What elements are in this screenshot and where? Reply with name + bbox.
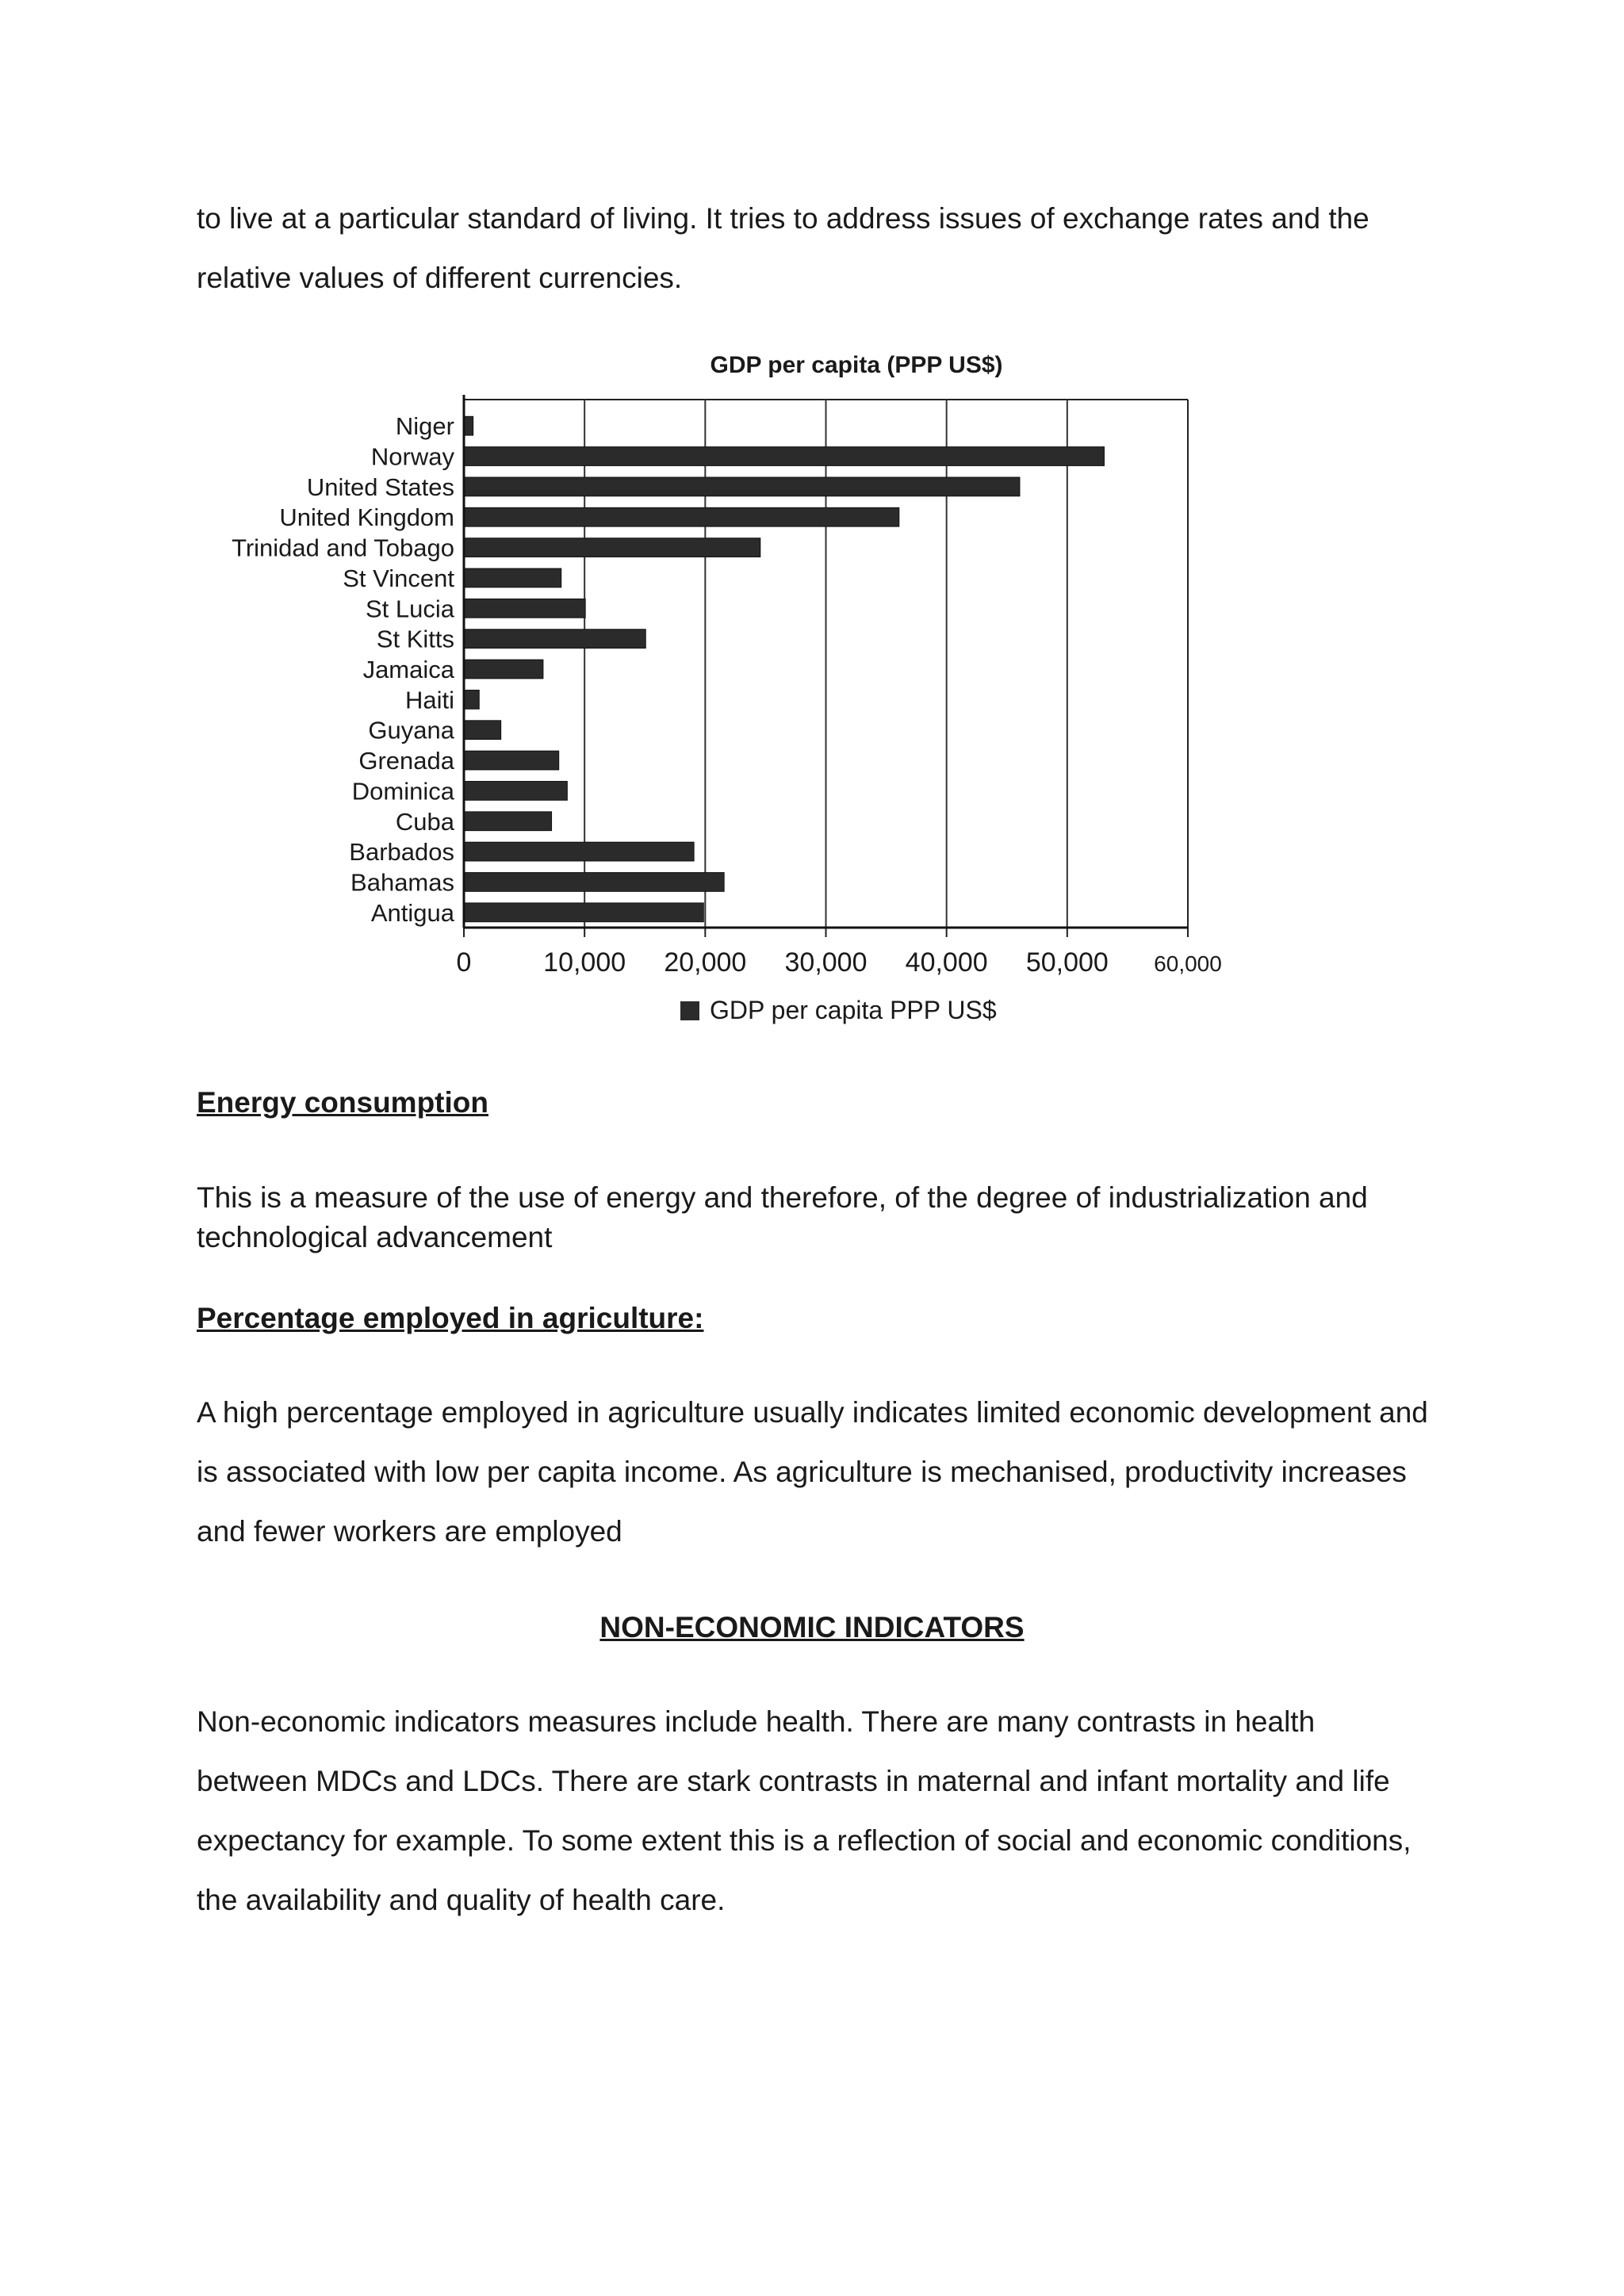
- bar: [465, 599, 585, 618]
- bar: [465, 751, 559, 770]
- chart-title: GDP per capita (PPP US$): [710, 352, 1003, 378]
- category-label: St Kitts: [376, 625, 454, 653]
- category-label: Barbados: [349, 838, 454, 867]
- category-label: United Kingdom: [279, 503, 454, 532]
- category-label: Bahamas: [350, 868, 454, 897]
- non-economic-paragraph: Non-economic indicators measures include health. There are many contrasts in health between MDCs and LDCs. There are stark contrasts in maternal and infant mortality and life expectancy for example. To some extent this is a reflection of social and economic conditions, the availability and quality of health care.: [197, 1705, 1411, 1916]
- legend-swatch: [680, 1001, 699, 1020]
- x-tick-label: 30,000: [784, 947, 868, 978]
- x-tick-label: 40,000: [905, 947, 988, 978]
- category-label: Grenada: [358, 747, 454, 775]
- bars: [465, 416, 1104, 921]
- agriculture-paragraph: A high percentage employed in agriculture usually indicates limited economic development and is associated with low per capita income. As agriculture is mechanised, productivity increases and fewer workers are employed: [197, 1396, 1428, 1548]
- bar: [465, 782, 567, 801]
- bar: [465, 721, 501, 740]
- category-label: St Lucia: [365, 595, 454, 623]
- gdp-bar-chart: [190, 341, 1300, 1054]
- bar: [465, 903, 703, 922]
- category-label: Dominica: [351, 777, 454, 806]
- bar: [465, 568, 561, 587]
- bar: [465, 660, 543, 679]
- category-label: St Vincent: [343, 564, 454, 592]
- agriculture-heading: Percentage employed in agriculture:: [197, 1302, 704, 1334]
- bar: [465, 538, 760, 557]
- bar: [465, 690, 479, 709]
- chart-legend: [680, 996, 997, 1024]
- energy-heading: Energy consumption: [197, 1086, 488, 1119]
- bar: [465, 447, 1104, 466]
- category-label: Niger: [395, 412, 454, 441]
- bar: [465, 629, 645, 649]
- bar: [465, 477, 1020, 496]
- legend-label: GDP per capita PPP US$: [710, 996, 997, 1024]
- category-label: Antigua: [370, 898, 454, 927]
- category-label: United States: [306, 473, 454, 501]
- category-label: Jamaica: [362, 656, 454, 683]
- bar: [465, 507, 899, 526]
- category-label: Cuba: [395, 807, 454, 836]
- x-tick-label: 60,000: [1154, 951, 1222, 976]
- category-label: Trinidad and Tobago: [232, 534, 454, 562]
- category-label: Haiti: [404, 686, 454, 714]
- bar: [465, 812, 552, 831]
- x-tick-label: 10,000: [543, 947, 626, 978]
- category-labels: [232, 412, 455, 927]
- energy-paragraph: This is a measure of the use of energy and therefore, of the degree of industrialization and technological advancement: [197, 1181, 1368, 1253]
- category-label: Norway: [370, 442, 454, 471]
- x-tick-label: 50,000: [1025, 947, 1109, 978]
- x-tick-label: 20,000: [664, 947, 747, 978]
- bar: [465, 842, 694, 861]
- non-economic-heading: NON-ECONOMIC INDICATORS: [599, 1611, 1025, 1644]
- bar: [465, 416, 473, 435]
- x-tick-label: 0: [456, 947, 472, 978]
- gdp-chart-figure: [190, 341, 1300, 1054]
- intro-paragraph: to live at a particular standard of living. It tries to address issues of exchange rates and the relative values of different currencies.: [197, 202, 1369, 294]
- bar: [465, 873, 724, 892]
- category-label: Guyana: [368, 716, 454, 744]
